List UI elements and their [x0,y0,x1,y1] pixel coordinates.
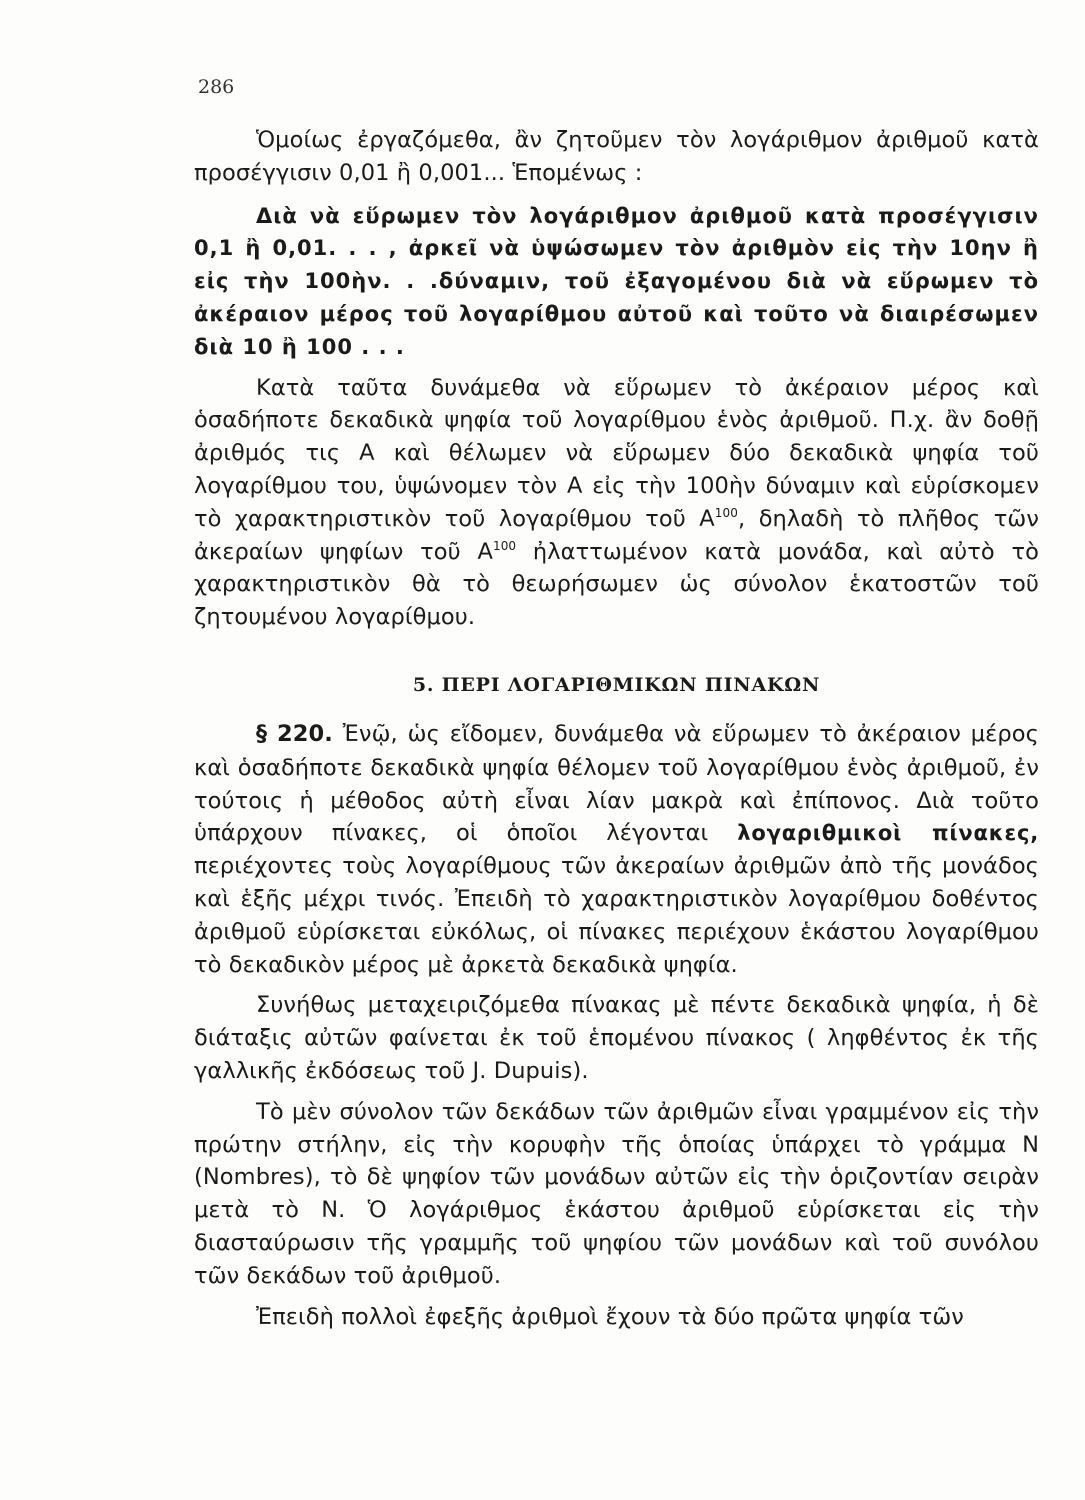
section-number: 220. [277,720,333,747]
paragraph-continuation: Ἐπειδὴ πολλοὶ ἐφεξῆς ἀριθμοὶ ἔχουν τὰ δύο πρῶτα ψηφία τῶν [256,1303,964,1330]
body-text [194,124,1039,1333]
section-text-b: περιέχοντες τοὺς λογαρίθμους τῶν ἀκεραίων ἀριθμῶν ἀπὸ τῆς μονάδος καὶ ἑξῆς μέχρι τινός. Ἐπειδὴ τὸ χαρακτηριστικὸν λογαρίθμου δοθέντος ἀριθμοῦ εὑρίσκεται εὐκόλως, οἱ πίνακες περιέχουν ἑκάστου λογαρίθμου τὸ δεκαδικὸν μέρος μὲ ἀρκετὰ δεκαδικὰ ψηφία. [194,853,1039,978]
example-text-c: ἠλαττωμένον κατὰ μονάδα, καὶ αὐτὸ τὸ χαρακτηριστικὸν θὰ τὸ θεωρήσωμεν ὡς σύνολον ἑκατοστῶν τοῦ ζητουμένου λογαρίθμου. [194,538,1039,631]
section-text-a: Ἐνῷ, ὡς εἴδομεν, δυνάμεθα νὰ εὕρωμεν τὸ ἀκέραιον μέρος καὶ ὁσαδήποτε δεκαδικὰ ψηφία θέλομεν τοῦ λογαρίθμου ἑνὸς ἀριθμοῦ, ἐν τούτοις ἡ μέθοδος αὐτὴ εἶναι λίαν μακρὰ καὶ ἐπίπονος. Διὰ τοῦτο ὑπάρχουν πίνακες, οἱ ὁποῖοι λέγονται [194,720,1039,847]
example-text-a: Κατὰ ταῦτα δυνάμεθα νὰ εὕρωμεν τὸ ἀκέραιον μέρος καὶ ὁσαδήποτε δεκαδικὰ ψηφία τοῦ λογαρίθμου ἑνὸς ἀριθμοῦ. Π.χ. ἂν δοθῇ ἀριθμός τις Α καὶ θέλωμεν νὰ εὕρωμεν δύο δεκαδικὰ ψηφία τοῦ λογαρίθμου του, ὑψώνομεν τὸν Α εἰς τὴν 100ὴν δύναμιν καὶ εὑρίσκομεν τὸ χαρακτηριστικὸν τοῦ λογαρίθμου τοῦ Α [194,374,1039,532]
exponent-2: 100 [492,538,517,553]
paragraph-example [194,372,1039,634]
term-logarithmic-tables: λογαριθμικοὶ πίνακες, [737,821,1039,846]
page-number: 286 [198,76,235,98]
paragraph-intro: Ὁμοίως ἐργαζόμεθα, ἂν ζητοῦμεν τὸν λογάριθμον ἀριθμοῦ κατὰ προσέγγισιν 0,01 ἢ 0,001... Ἑπομένως : [194,127,1039,186]
paragraph-tables-format: Συνήθως μεταχειριζόμεθα πίνακας μὲ πέντε δεκαδικὰ ψηφία, ἡ δὲ διάταξις αὐτῶν φαίνεται ἐκ τοῦ ἑπομένου πίνακος ( ληφθέντος ἐκ τῆς γαλλικῆς ἐκδόσεως τοῦ J. Dupuis). [194,992,1039,1084]
section-heading: 5. ΠΕΡΙ ΛΟΓΑΡΙΘΜΙΚΩΝ ΠΙΝΑΚΩΝ [412,673,821,696]
exponent-1: 100 [714,505,739,520]
paragraph-tables-layout: Τὸ μὲν σύνολον τῶν δεκάδων τῶν ἀριθμῶν εἶναι γραμμένον εἰς τὴν πρώτην στήλην, εἰς τὴν κορυφὴν τῆς ὁποίας ὑπάρχει τὸ γράμμα Ν (Nombres), τὸ δὲ ψηφίον τῶν μονάδων αὐτῶν εἰς τὴν ὁριζοντίαν σειρὰν μετὰ τὸ Ν. Ὁ λογάριθμος ἑκάστου ἀριθμοῦ εὑρίσκεται εἰς τὴν διασταύρωσιν τῆς γραμμῆς τοῦ ψηφίου τῶν μονάδων καὶ τοῦ συνόλου τῶν δεκάδων τοῦ ἀριθμοῦ. [194,1098,1039,1289]
paragraph-rule: Διὰ νὰ εὕρωμεν τὸν λογάριθμον ἀριθμοῦ κατὰ προσέγγισιν 0,1 ἢ 0,01. . . , ἀρκεῖ νὰ ὑψώσωμεν τὸν ἀριθμὸν εἰς τὴν 10ην ἢ εἰς τὴν 100ὴν. . .δύναμιν, τοῦ ἐξαγομένου διὰ νὰ εὕρωμεν τὸ ἀκέραιον μέρος τοῦ λογαρίθμου αὐτοῦ καὶ τοῦτο νὰ διαιρέσωμεν διὰ 10 ἢ 100 . . . [194,203,1039,359]
paragraph-section-220 [194,718,1039,981]
section-mark: § [256,721,268,747]
example-text-b: , δηλαδὴ τὸ πλῆθος τῶν ἀκεραίων ψηφίων τοῦ Α [194,505,1039,565]
